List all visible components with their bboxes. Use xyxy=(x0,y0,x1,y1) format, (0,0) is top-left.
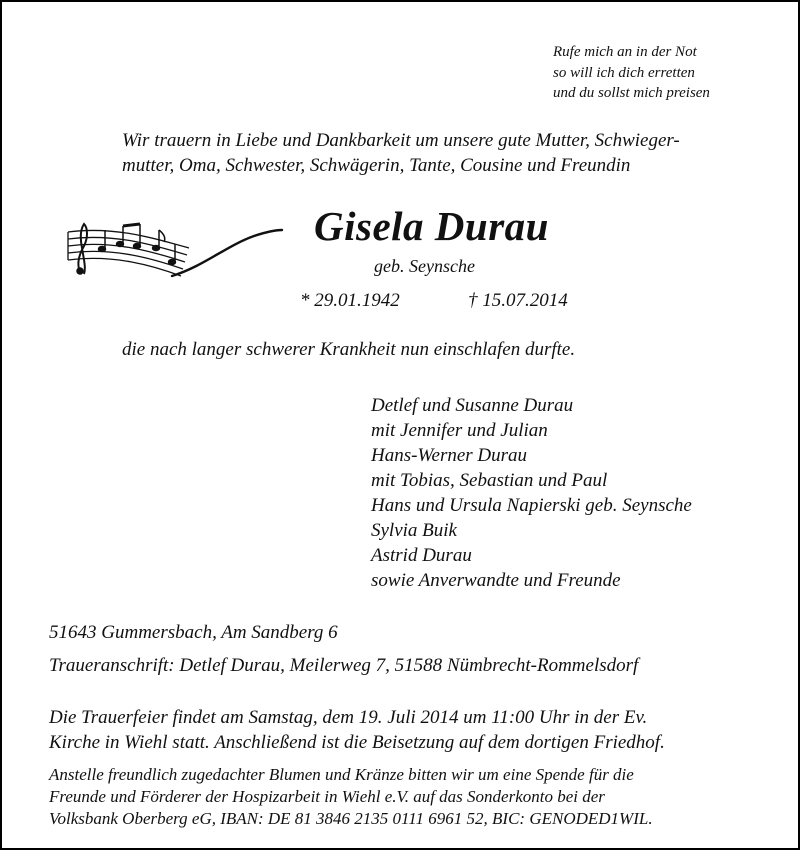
intro-line: Wir trauern in Liebe und Dankbarkeit um unsere gute Mutter, Schwieger- xyxy=(122,130,680,151)
music-staff-icon xyxy=(54,216,284,282)
death-date: † 15.07.2014 xyxy=(468,290,568,311)
mourner-entry: Detlef und Susanne Durau xyxy=(371,395,574,416)
donation-line: Freunde und Förderer der Hospizarbeit in Wiehl e.V. auf das Sonderkonto bei der xyxy=(49,787,605,806)
mourner-entry: Astrid Durau xyxy=(371,545,472,566)
intro-text xyxy=(122,128,680,178)
mourner-entry: mit Tobias, Sebastian und Paul xyxy=(371,470,608,491)
donation-request xyxy=(49,764,653,830)
verse-line: so will ich dich erretten xyxy=(553,64,695,81)
home-address: 51643 Gummersbach, Am Sandberg 6 xyxy=(49,622,338,643)
mourning-address: Traueranschrift: Detlef Durau, Meilerweg 7, 51588 Nümbrecht-Rommelsdorf xyxy=(49,655,639,676)
mourner-entry: Hans-Werner Durau xyxy=(371,445,528,466)
passing-text: die nach langer schwerer Krankheit nun einschlafen durfte. xyxy=(122,339,576,360)
bible-verse xyxy=(553,42,710,104)
maiden-name: geb. Seynsche xyxy=(374,256,475,276)
intro-line: mutter, Oma, Schwester, Schwägerin, Tante, Cousine und Freundin xyxy=(122,155,631,176)
birth-date: * 29.01.1942 xyxy=(300,290,400,311)
verse-line: Rufe mich an in der Not xyxy=(553,44,697,60)
mourner-entry: Hans und Ursula Napierski geb. Seynsche xyxy=(371,495,692,516)
service-line: Die Trauerfeier findet am Samstag, dem 19. Juli 2014 um 11:00 Uhr in der Ev. xyxy=(49,707,648,728)
verse-line: und du sollst mich preisen xyxy=(553,85,710,101)
deceased-name: Gisela Durau xyxy=(314,203,549,249)
mourner-entry: mit Jennifer und Julian xyxy=(371,420,548,441)
funeral-service-info xyxy=(49,705,665,755)
service-line: Kirche in Wiehl statt. Anschließend ist die Beisetzung auf dem dortigen Friedhof. xyxy=(49,732,665,753)
mourners-list xyxy=(371,393,692,593)
donation-line: Anstelle freundlich zugedachter Blumen und Kränze bitten wir um eine Spende für die xyxy=(49,765,634,784)
mourner-entry: Sylvia Buik xyxy=(371,520,457,541)
donation-line: Volksbank Oberberg eG, IBAN: DE 81 3846 2135 0111 6961 52, BIC: GENODED1WIL. xyxy=(49,809,653,828)
mourner-entry: sowie Anverwandte und Freunde xyxy=(371,570,621,591)
